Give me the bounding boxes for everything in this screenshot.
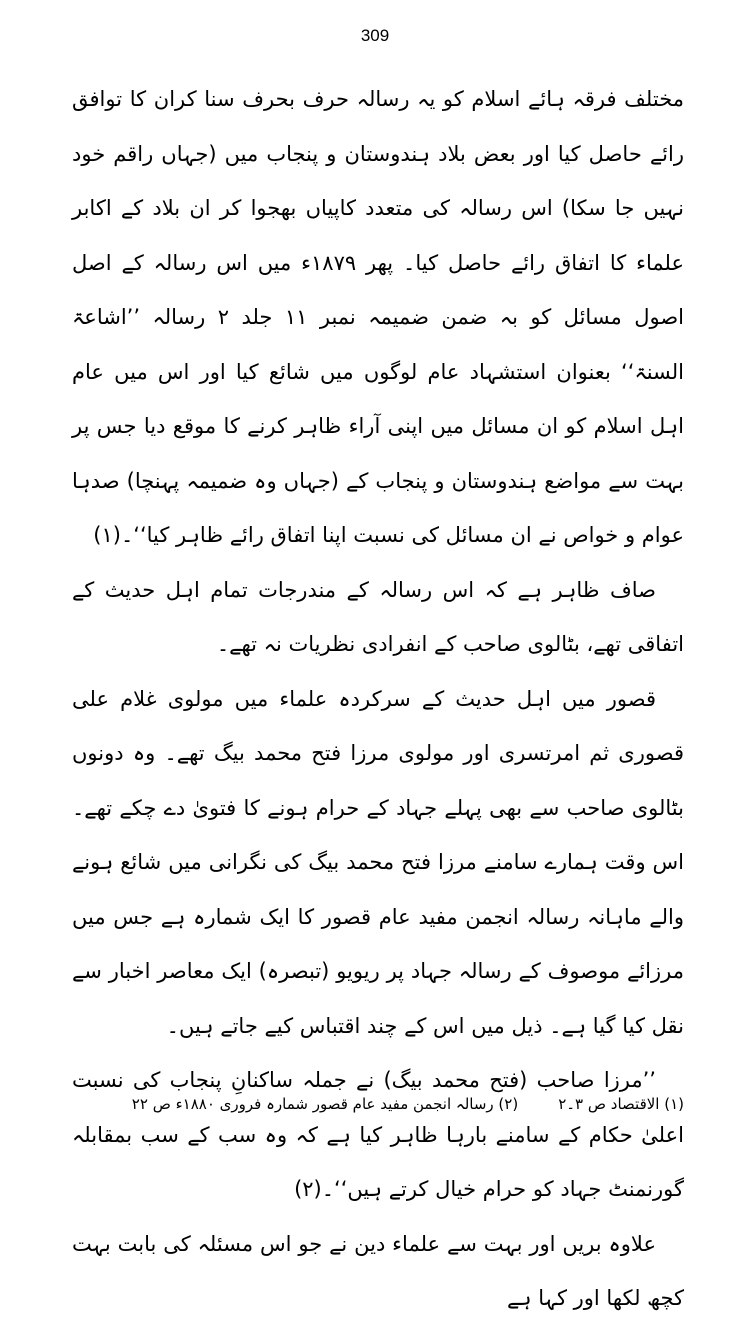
paragraph-1: مختلف فرقہ ہائے اسلام کو یہ رسالہ حرف بحرف سنا کران کا توافق رائے حاصل کیا اور بعض بلاد ہندوستان و پنجاب میں (جہاں راقم خود نہیں جا سکا) اس رسالہ کی متعدد کاپیاں بھجوا کر ان بلاد کے اکابر علماء کا اتفاق رائے حاصل کیا۔ پھر ۱۸۷۹ء میں اس رسالہ کے اصل اصول مسائل کو بہ ضمن ضمیمہ نمبر ۱۱ جلد ۲ رسالہ ’’اشاعۃ السنۃ‘‘ بعنوان استشہاد عام لوگوں میں شائع کیا اور اس میں عام اہل اسلام کو ان مسائل میں اپنی آراء ظاہر کرنے کا موقع دیا جس پر بہت سے مواضع ہندوستان و پنجاب کے (جہاں وہ ضمیمہ پہنچا) صدہا عوام و خواص نے ان مسائل کی نسبت اپنا اتفاق رائے ظاہر کیا‘‘۔(۱) (72, 87, 685, 547)
page-number: 309 (360, 26, 390, 45)
paragraph-3: قصور میں اہل حدیث کے سرکردہ علماء میں مولوی غلام علی قصوری ثم امرتسری اور مولوی مرزا فتح محمد بیگ تھے۔ وہ دونوں بٹالوی صاحب سے بھی پہلے جہاد کے حرام ہونے کا فتویٰ دے چکے تھے۔ اس وقت ہمارے سامنے مرزا فتح محمد بیگ کی نگرانی میں شائع ہونے والے ماہانہ رسالہ انجمن مفید عام قصور کا ایک شمارہ ہے جس میں مرزائے موصوف کے رسالہ جہاد پر ریویو (تبصرہ) ایک معاصر اخبار سے نقل کیا گیا ہے۔ ذیل میں اس کے چند اقتباس کیے جاتے ہیں۔ (72, 686, 684, 1038)
paragraph-2: صاف ظاہر ہے کہ اس رسالہ کے مندرجات تمام اہل حدیث کے اتفاقی تھے، بٹالوی صاحب کے انفرادی نظریات نہ تھے۔ (72, 577, 684, 656)
footnote-1: (۱) الاقتصاد ص ۳۔۲ (558, 1095, 684, 1113)
footnotes (72, 1090, 684, 1118)
block-quote: ’’مرزا صاحب (فتح محمد بیگ) نے جملہ ساکنانِ پنجاب کی نسبت اعلیٰ حکام کے سامنے بارہا ظاہر کیا ہے کہ وہ سب کے سب بمقابلہ گورنمنٹ جہاد کو حرام خیال کرتے ہیں‘‘۔(۲) (72, 1068, 684, 1201)
page-body (72, 72, 684, 1326)
footnote-2: (۲) رسالہ انجمن مفید عام قصور شمارہ فروری ۱۸۸۰ء ص ۲۲ (131, 1095, 519, 1113)
paragraph-5: علاوہ بریں اور بہت سے علماء دین نے جو اس مسئلہ کی بابت بہت کچھ لکھا اور کہا ہے (72, 1231, 684, 1310)
